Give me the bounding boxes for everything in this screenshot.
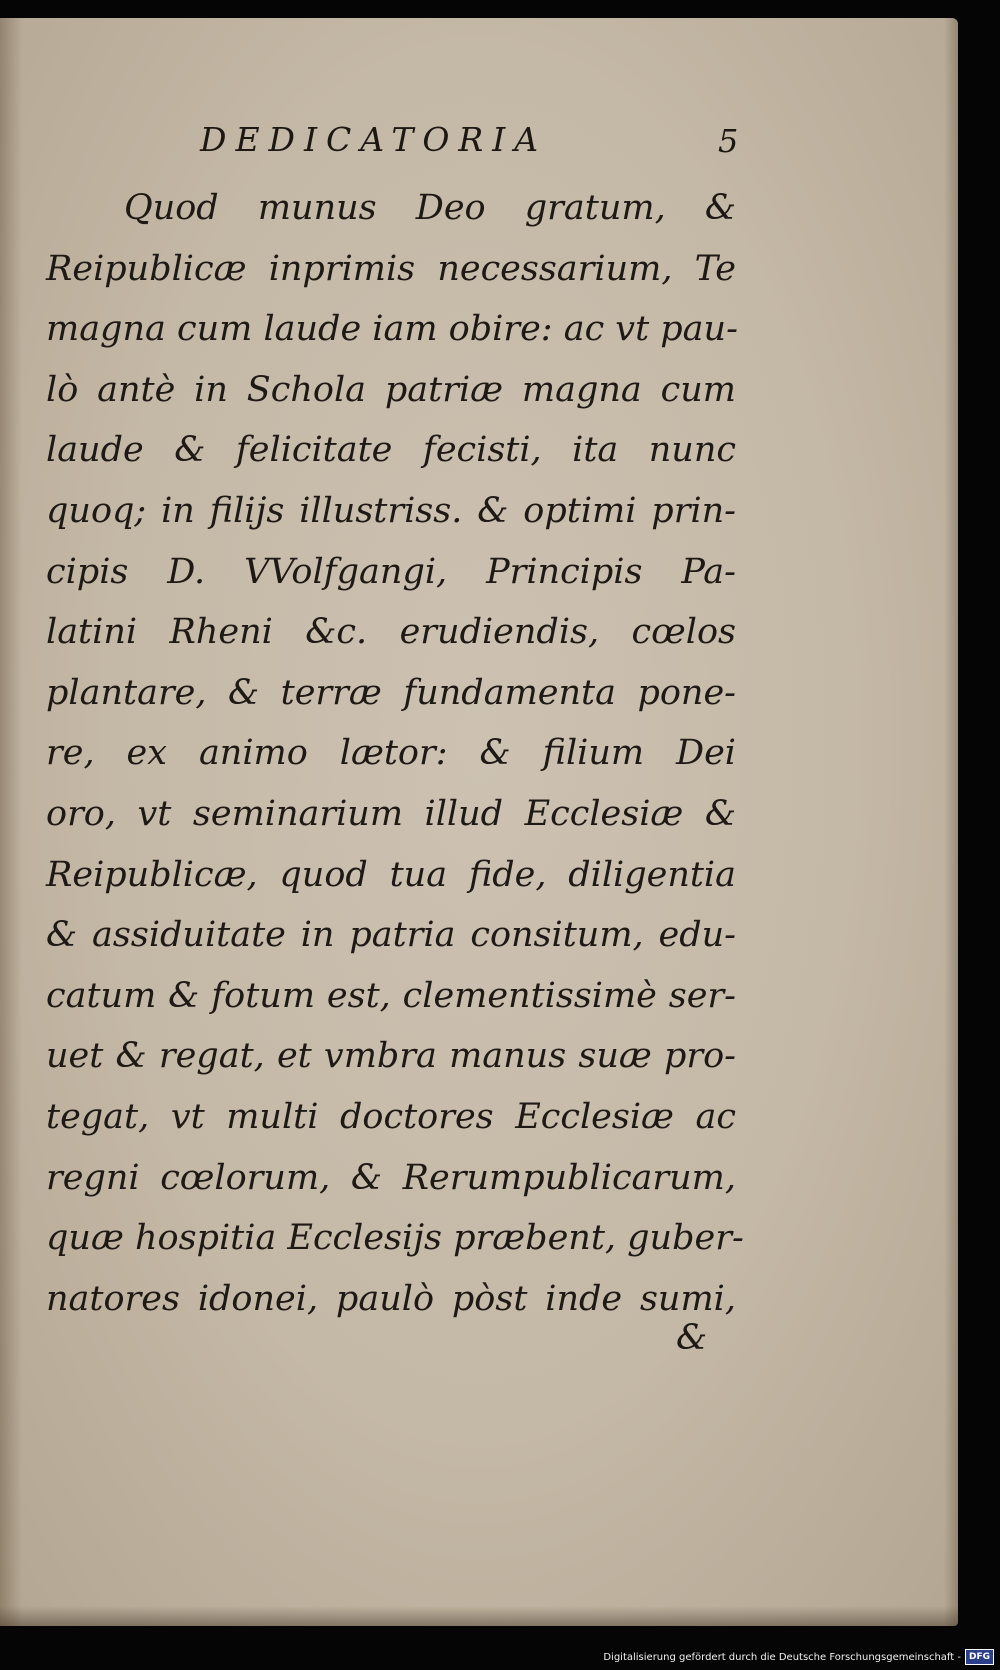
text-line: tegat, vt multi doctores Ecclesiæ ac <box>46 1096 736 1137</box>
catchword: & <box>676 1318 708 1358</box>
text-line: quoq; in filijs illustriss. & optimi prin- <box>46 490 736 531</box>
text-line: Quod munus Deo gratum, & <box>124 188 736 228</box>
page-edge-bottom <box>0 1606 958 1626</box>
text-line: re, ex animo lætor: & filium Dei <box>46 733 736 774</box>
text-line: catum & fotum est, clementissimè ser- <box>46 975 736 1016</box>
text-line: & assiduitate in patria consitum, edu- <box>46 915 736 956</box>
text-line: laude & felicitate fecisti, ita nunc <box>46 430 736 471</box>
running-head-title: DEDICATORIA <box>200 120 548 159</box>
page-number: 5 <box>718 122 739 160</box>
credit-text: Digitalisierung gefördert durch die Deutsche Forschungsgemeinschaft - <box>603 1651 961 1663</box>
text-line: natores idonei, paulò pòst inde sumi, <box>46 1278 736 1319</box>
text-line: quæ hospitia Ecclesijs præbent, guber- <box>46 1218 744 1259</box>
page-edge-right <box>944 18 958 1626</box>
body-text <box>46 178 744 1329</box>
text-line: plantare, & terræ fundamenta pone- <box>46 672 736 713</box>
text-line: cipis D. VVolfgangi, Principis Pa- <box>46 551 736 592</box>
text-line: oro, vt seminarium illud Ecclesiæ & <box>46 793 736 834</box>
text-line: Reipublicæ, quod tua fide, diligentia <box>46 854 736 895</box>
dfg-logo: DFG <box>965 1649 994 1665</box>
text-line: latini Rheni &c. erudiendis, cœlos <box>46 612 736 653</box>
digitization-credit <box>603 1648 994 1666</box>
text-line: magna cum laude iam obire: ac vt pau- <box>46 309 738 350</box>
book-page <box>0 18 958 1626</box>
text-line: Reipublicæ inprimis necessarium, Te <box>46 248 736 289</box>
text-line: lò antè in Schola patriæ magna cum <box>46 369 736 410</box>
running-head <box>0 120 958 160</box>
text-line: uet & regat, et vmbra manus suæ pro- <box>46 1036 736 1077</box>
gutter-shadow <box>0 18 22 1626</box>
text-line: regni cœlorum, & Rerumpublicarum, <box>46 1157 736 1198</box>
